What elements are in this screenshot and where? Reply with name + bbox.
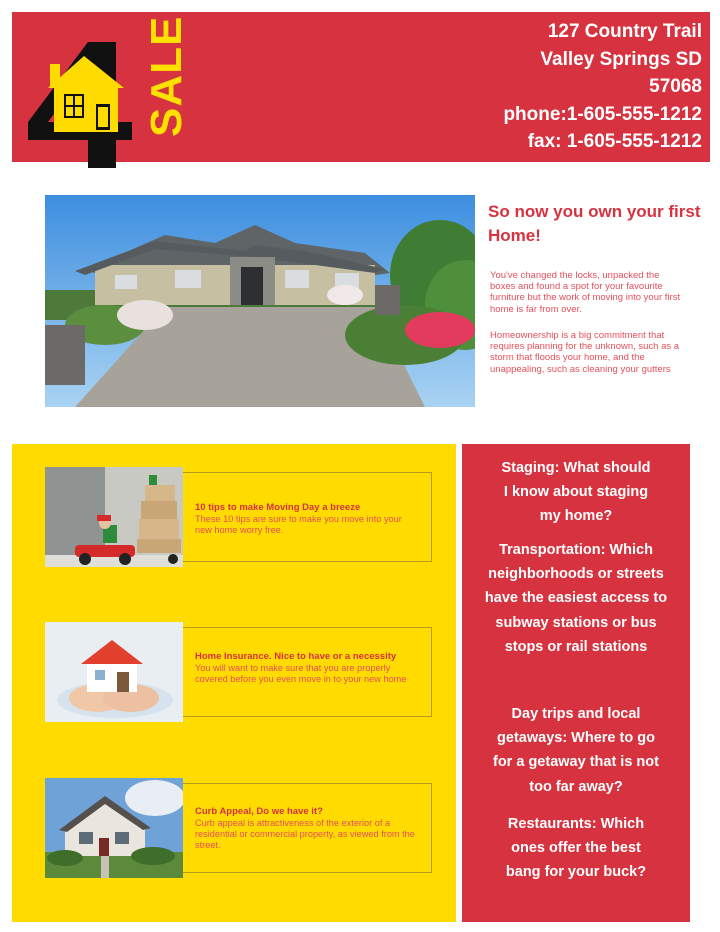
tip-card-curb-appeal-title[interactable]: Curb Appeal, Do we have it? bbox=[195, 806, 323, 817]
address-city: Valley Springs SD bbox=[540, 48, 702, 70]
tip-card-home-insurance-desc: You will want to make sure that you are properly covered before you even move in to your new home bbox=[195, 663, 407, 685]
intro-paragraph-2: Homeownership is a big commitment that requires planning for the unknown, such as a storm that floods your home, and the unappealing, such as cleaning your gutters bbox=[490, 330, 680, 375]
insurance-hands-photo bbox=[45, 622, 183, 722]
house-photo bbox=[45, 195, 475, 407]
question-day-trips: Day trips and local getaways: Where to go for a getaway that is not too far away? bbox=[493, 706, 659, 795]
question-transportation: Transportation: Which neighborhoods or streets have the easiest access to subway stations or bus stops or rail stations bbox=[484, 542, 668, 655]
tip-card-curb-appeal-desc: Curb appeal is attractiveness of the exterior of a residential or commercial property, as viewed from the street. bbox=[195, 818, 415, 851]
fax-number: fax: 1-605-555-1212 bbox=[527, 131, 702, 152]
address-street: 127 Country Trail bbox=[547, 21, 702, 42]
contact-block bbox=[503, 18, 702, 156]
address-zip: 57068 bbox=[649, 76, 702, 97]
intro-heading: So now you own your first Home! bbox=[488, 202, 701, 245]
intro-paragraph-1: You've changed the locks, unpacked the boxes and found a spot for your favourite furniture but the work of moving into your first home is far from over. bbox=[490, 270, 681, 315]
curb-appeal-photo bbox=[45, 778, 183, 878]
tip-card-moving-day-desc: These 10 tips are sure to make you move into your new home worry free. bbox=[195, 514, 402, 536]
question-staging: Staging: What should I know about staging my home? bbox=[501, 460, 651, 525]
tip-card-moving-day-title[interactable]: 10 tips to make Moving Day a breeze bbox=[195, 502, 361, 513]
question-restaurants: Restaurants: Which ones offer the best bang for your buck? bbox=[505, 816, 647, 881]
sale-logo-text: SALE bbox=[142, 15, 191, 137]
tip-card-home-insurance-title[interactable]: Home Insurance. Nice to have or a necessity bbox=[195, 651, 397, 662]
moving-toy-photo bbox=[45, 467, 183, 567]
header-banner bbox=[12, 12, 710, 162]
phone-number[interactable]: phone:1-605-555-1212 bbox=[503, 103, 702, 125]
